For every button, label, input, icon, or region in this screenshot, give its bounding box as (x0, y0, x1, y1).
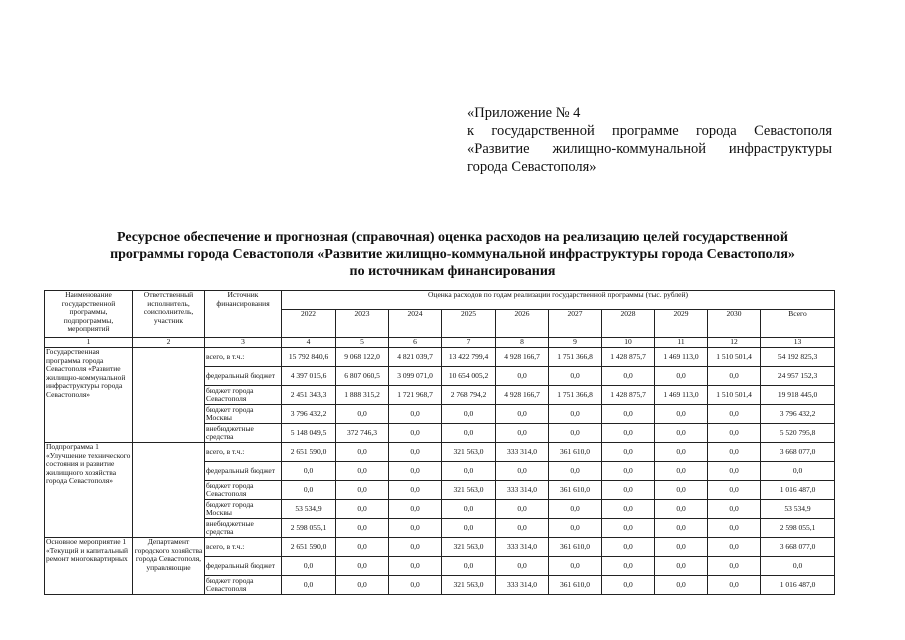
amount-cell: 0,0 (442, 557, 496, 576)
amount-cell: 0,0 (655, 424, 708, 443)
header-year: 2022 (282, 310, 336, 338)
amount-cell: 0,0 (708, 576, 761, 595)
amount-cell: 0,0 (496, 405, 549, 424)
amount-cell: 13 422 799,4 (442, 348, 496, 367)
funding-source-cell: бюджет города Севастополя (205, 481, 282, 500)
amount-cell: 0,0 (602, 405, 655, 424)
amount-cell: 0,0 (336, 576, 389, 595)
amount-cell: 1 510 501,4 (708, 386, 761, 405)
column-index: 11 (655, 338, 708, 348)
amount-cell: 9 068 122,0 (336, 348, 389, 367)
column-index: 4 (282, 338, 336, 348)
amount-cell: 1 751 366,8 (549, 348, 602, 367)
amount-cell: 361 610,0 (549, 443, 602, 462)
total-cell: 54 192 825,3 (761, 348, 835, 367)
appendix-note (467, 104, 832, 176)
appendix-line: города Севастополя» (467, 159, 597, 175)
amount-cell: 0,0 (336, 519, 389, 538)
amount-cell: 0,0 (496, 367, 549, 386)
amount-cell: 0,0 (602, 481, 655, 500)
amount-cell: 0,0 (708, 481, 761, 500)
amount-cell: 0,0 (708, 367, 761, 386)
title-line: Ресурсное обеспечение и прогнозная (справочная) оценка расходов на реализацию целей государственной (117, 230, 788, 245)
amount-cell: 0,0 (602, 443, 655, 462)
table-row (45, 348, 835, 367)
table-row (45, 443, 835, 462)
funding-source-cell: бюджет города Севастополя (205, 576, 282, 595)
amount-cell: 0,0 (282, 481, 336, 500)
funding-source-cell: бюджет города Москвы (205, 500, 282, 519)
amount-cell: 0,0 (602, 519, 655, 538)
amount-cell: 0,0 (708, 557, 761, 576)
amount-cell: 0,0 (336, 481, 389, 500)
document-title (40, 229, 865, 280)
total-cell: 3 668 077,0 (761, 443, 835, 462)
amount-cell: 0,0 (389, 443, 442, 462)
column-index: 8 (496, 338, 549, 348)
amount-cell: 0,0 (282, 576, 336, 595)
amount-cell: 0,0 (442, 462, 496, 481)
total-cell: 24 957 152,3 (761, 367, 835, 386)
amount-cell: 1 469 113,0 (655, 386, 708, 405)
amount-cell: 0,0 (389, 500, 442, 519)
column-index: 5 (336, 338, 389, 348)
amount-cell: 321 563,0 (442, 576, 496, 595)
amount-cell: 0,0 (602, 462, 655, 481)
amount-cell: 372 746,3 (336, 424, 389, 443)
amount-cell: 361 610,0 (549, 538, 602, 557)
responsible-cell: Департамент городского хозяйства города Севастополя, управляющие (133, 538, 205, 595)
amount-cell: 0,0 (655, 367, 708, 386)
amount-cell: 0,0 (708, 443, 761, 462)
column-index: 9 (549, 338, 602, 348)
amount-cell: 0,0 (389, 462, 442, 481)
amount-cell: 0,0 (655, 481, 708, 500)
amount-cell: 1 888 315,2 (336, 386, 389, 405)
amount-cell: 2 451 343,3 (282, 386, 336, 405)
amount-cell: 0,0 (496, 500, 549, 519)
amount-cell: 6 807 060,5 (336, 367, 389, 386)
amount-cell: 0,0 (389, 519, 442, 538)
amount-cell: 0,0 (442, 424, 496, 443)
header-estimate: Оценка расходов по годам реализации государственной программы (тыс. рублей) (282, 291, 835, 310)
amount-cell: 333 314,0 (496, 443, 549, 462)
total-cell: 2 598 055,1 (761, 519, 835, 538)
amount-cell: 1 469 113,0 (655, 348, 708, 367)
total-cell: 1 016 487,0 (761, 576, 835, 595)
appendix-line: к государственной программе города Севастополя (467, 123, 832, 139)
amount-cell: 1 428 875,7 (602, 348, 655, 367)
total-cell: 3 668 077,0 (761, 538, 835, 557)
header-name: Наименование государственной программы, подпрограммы, мероприятий (45, 291, 133, 338)
amount-cell: 0,0 (496, 462, 549, 481)
funding-source-cell: федеральный бюджет (205, 462, 282, 481)
amount-cell: 0,0 (602, 576, 655, 595)
amount-cell: 333 314,0 (496, 481, 549, 500)
amount-cell: 0,0 (655, 405, 708, 424)
amount-cell: 4 397 015,6 (282, 367, 336, 386)
amount-cell: 0,0 (708, 500, 761, 519)
amount-cell: 53 534,9 (282, 500, 336, 519)
amount-cell: 1 721 968,7 (389, 386, 442, 405)
responsible-cell (133, 348, 205, 443)
funding-source-cell: всего, в т.ч.: (205, 443, 282, 462)
funding-table (44, 290, 835, 595)
amount-cell: 0,0 (549, 519, 602, 538)
amount-cell: 2 651 590,0 (282, 538, 336, 557)
amount-cell: 0,0 (282, 462, 336, 481)
amount-cell: 0,0 (336, 538, 389, 557)
amount-cell: 5 148 049,5 (282, 424, 336, 443)
total-cell: 5 520 795,8 (761, 424, 835, 443)
amount-cell: 0,0 (655, 557, 708, 576)
funding-source-cell: внебюджетные средства (205, 519, 282, 538)
amount-cell: 2 768 794,2 (442, 386, 496, 405)
amount-cell: 321 563,0 (442, 481, 496, 500)
appendix-line: «Развитие жилищно-коммунальной инфраструктуры (467, 141, 832, 157)
amount-cell: 0,0 (602, 500, 655, 519)
amount-cell: 0,0 (655, 500, 708, 519)
amount-cell: 0,0 (549, 367, 602, 386)
amount-cell: 0,0 (389, 424, 442, 443)
program-name-cell: Государственная программа города Севастополя «Развитие жилищно-коммунальной инфраструктуры города Севастополя» (45, 348, 133, 443)
amount-cell: 0,0 (708, 424, 761, 443)
header-year: 2025 (442, 310, 496, 338)
amount-cell: 4 928 166,7 (496, 386, 549, 405)
amount-cell: 0,0 (496, 557, 549, 576)
funding-source-cell: федеральный бюджет (205, 367, 282, 386)
header-year: 2024 (389, 310, 442, 338)
amount-cell: 10 654 005,2 (442, 367, 496, 386)
funding-source-cell: бюджет города Москвы (205, 405, 282, 424)
header-total: Всего (761, 310, 835, 338)
amount-cell: 321 563,0 (442, 538, 496, 557)
amount-cell: 0,0 (708, 519, 761, 538)
table-row (45, 538, 835, 557)
amount-cell: 0,0 (336, 500, 389, 519)
amount-cell: 0,0 (549, 557, 602, 576)
column-index: 7 (442, 338, 496, 348)
header-year: 2030 (708, 310, 761, 338)
amount-cell: 333 314,0 (496, 538, 549, 557)
title-line: программы города Севастополя «Развитие жилищно-коммунальной инфраструктуры города Севастополя» (110, 247, 795, 262)
table-body (45, 348, 835, 595)
total-cell: 0,0 (761, 557, 835, 576)
amount-cell: 0,0 (549, 405, 602, 424)
amount-cell: 0,0 (389, 538, 442, 557)
header-source: Источник финансирования (205, 291, 282, 338)
amount-cell: 0,0 (336, 405, 389, 424)
amount-cell: 0,0 (549, 462, 602, 481)
amount-cell: 2 598 055,1 (282, 519, 336, 538)
title-line: по источникам финансирования (349, 264, 556, 279)
column-index: 10 (602, 338, 655, 348)
amount-cell: 0,0 (655, 519, 708, 538)
column-index: 6 (389, 338, 442, 348)
header-responsible: Ответственный исполнитель, соисполнитель, участник (133, 291, 205, 338)
column-index: 13 (761, 338, 835, 348)
amount-cell: 0,0 (708, 538, 761, 557)
amount-cell: 0,0 (389, 405, 442, 424)
total-cell: 53 534,9 (761, 500, 835, 519)
funding-source-cell: бюджет города Севастополя (205, 386, 282, 405)
program-name-cell: Основное мероприятие 1 «Текущий и капитальный ремонт многоквартирных (45, 538, 133, 595)
amount-cell: 0,0 (708, 462, 761, 481)
funding-source-cell: всего, в т.ч.: (205, 538, 282, 557)
amount-cell: 0,0 (496, 519, 549, 538)
amount-cell: 0,0 (602, 367, 655, 386)
column-index: 2 (133, 338, 205, 348)
amount-cell: 321 563,0 (442, 443, 496, 462)
total-cell: 0,0 (761, 462, 835, 481)
amount-cell: 0,0 (389, 557, 442, 576)
amount-cell: 0,0 (549, 500, 602, 519)
amount-cell: 0,0 (655, 443, 708, 462)
header-year: 2027 (549, 310, 602, 338)
amount-cell: 0,0 (442, 500, 496, 519)
amount-cell: 3 099 071,0 (389, 367, 442, 386)
amount-cell: 0,0 (655, 576, 708, 595)
amount-cell: 0,0 (655, 538, 708, 557)
amount-cell: 0,0 (336, 462, 389, 481)
amount-cell: 0,0 (549, 424, 602, 443)
column-index: 1 (45, 338, 133, 348)
amount-cell: 2 651 590,0 (282, 443, 336, 462)
amount-cell: 1 510 501,4 (708, 348, 761, 367)
amount-cell: 1 428 875,7 (602, 386, 655, 405)
amount-cell: 0,0 (655, 462, 708, 481)
funding-source-cell: всего, в т.ч.: (205, 348, 282, 367)
header-year: 2026 (496, 310, 549, 338)
amount-cell: 4 928 166,7 (496, 348, 549, 367)
program-name-cell: Подпрограмма 1 «Улучшение технического состояния и развитие жилищного хозяйства города Севастополя» (45, 443, 133, 538)
responsible-cell (133, 443, 205, 538)
amount-cell: 0,0 (336, 443, 389, 462)
header-year: 2028 (602, 310, 655, 338)
column-index: 3 (205, 338, 282, 348)
amount-cell: 0,0 (389, 481, 442, 500)
amount-cell: 0,0 (602, 557, 655, 576)
amount-cell: 0,0 (602, 538, 655, 557)
total-cell: 19 918 445,0 (761, 386, 835, 405)
amount-cell: 0,0 (282, 557, 336, 576)
amount-cell: 0,0 (336, 557, 389, 576)
funding-source-cell: внебюджетные средства (205, 424, 282, 443)
amount-cell: 15 792 840,6 (282, 348, 336, 367)
total-cell: 1 016 487,0 (761, 481, 835, 500)
amount-cell: 0,0 (708, 405, 761, 424)
amount-cell: 4 821 039,7 (389, 348, 442, 367)
total-cell: 3 796 432,2 (761, 405, 835, 424)
amount-cell: 361 610,0 (549, 481, 602, 500)
header-year: 2023 (336, 310, 389, 338)
amount-cell: 0,0 (442, 405, 496, 424)
funding-source-cell: федеральный бюджет (205, 557, 282, 576)
amount-cell: 0,0 (496, 424, 549, 443)
amount-cell: 361 610,0 (549, 576, 602, 595)
amount-cell: 0,0 (442, 519, 496, 538)
amount-cell: 333 314,0 (496, 576, 549, 595)
amount-cell: 1 751 366,8 (549, 386, 602, 405)
column-index: 12 (708, 338, 761, 348)
appendix-line: «Приложение № 4 (467, 105, 581, 121)
amount-cell: 3 796 432,2 (282, 405, 336, 424)
header-year: 2029 (655, 310, 708, 338)
amount-cell: 0,0 (602, 424, 655, 443)
amount-cell: 0,0 (389, 576, 442, 595)
